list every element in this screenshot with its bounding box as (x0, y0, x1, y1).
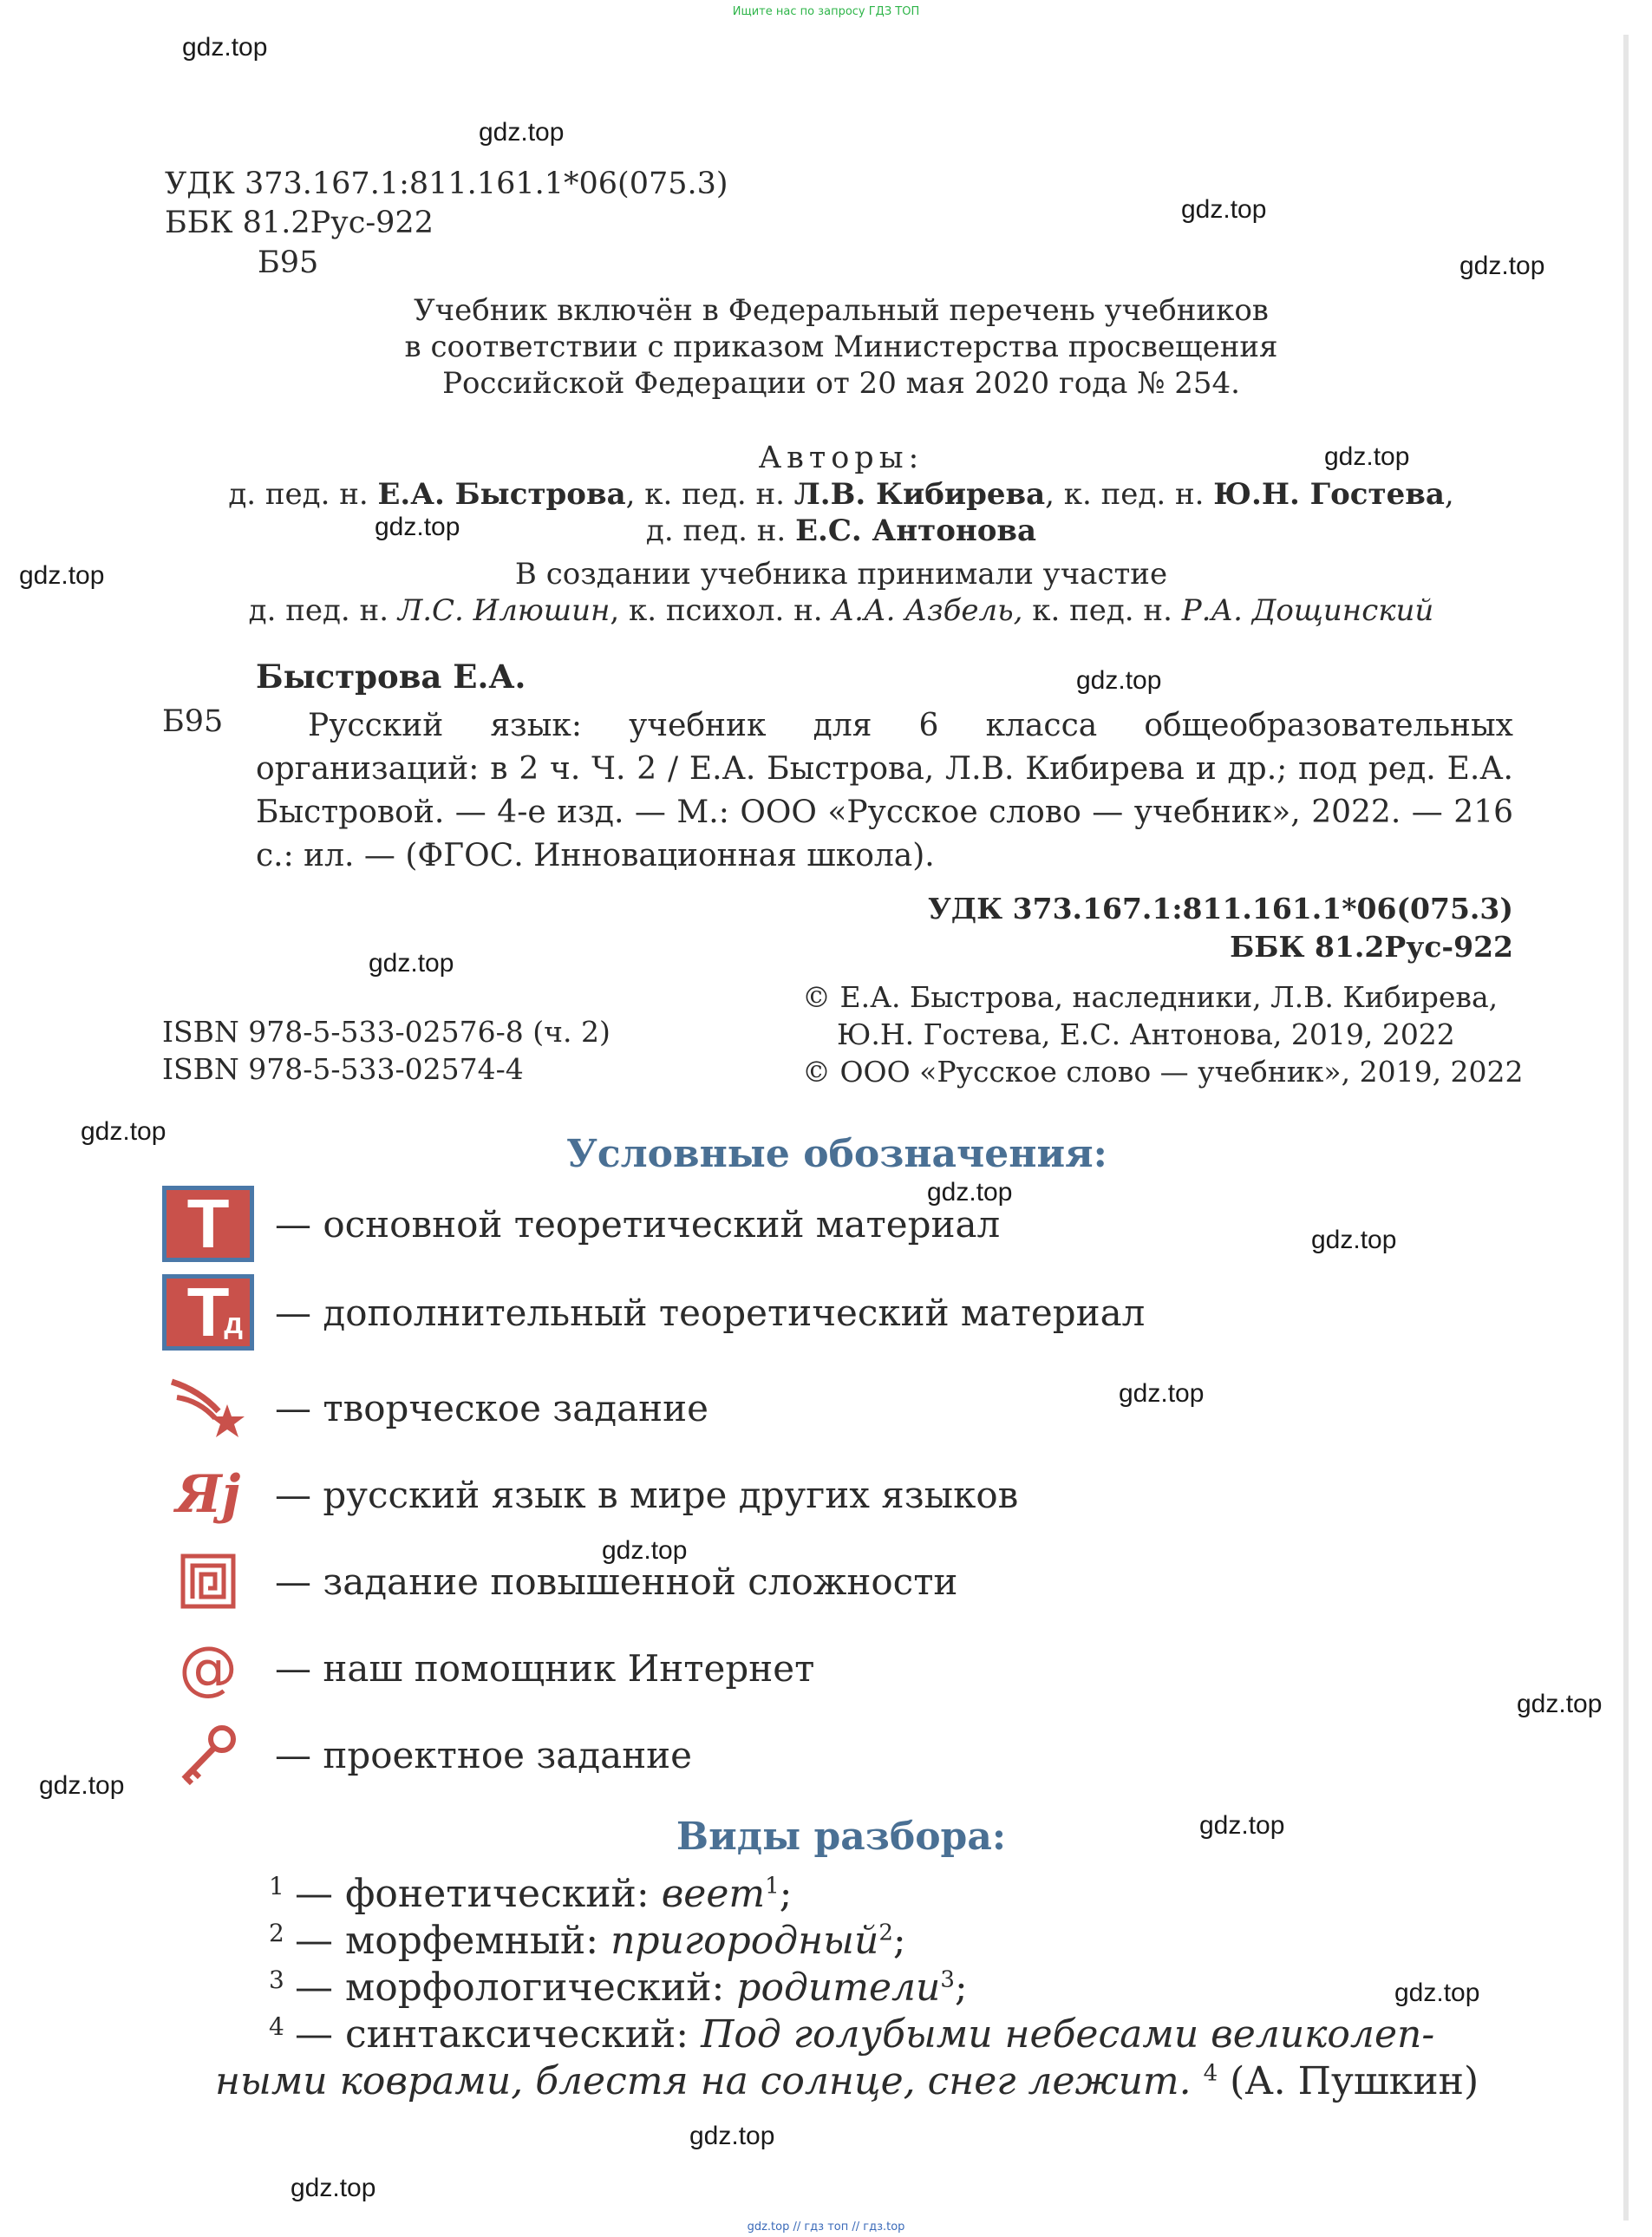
watermark: gdz.top (39, 1771, 125, 1800)
td-square-icon: Т д (162, 1274, 254, 1351)
watermark: gdz.top (479, 118, 565, 147)
watermark: gdz.top (1324, 442, 1410, 471)
legend-text: — задание повышенной сложности (275, 1560, 958, 1603)
participants-line: д. пед. н. Л.С. Илюшин, к. психол. н. А.А. Азбель, к. пед. н. Р.А. Дощинский (248, 593, 1434, 628)
biblio-bbk: ББК 81.2Рус-922 (1230, 930, 1513, 964)
approval-line-2: в соответствии с приказом Министерства просвещения (404, 330, 1278, 364)
isbn-2: ISBN 978-5-533-02574-4 (162, 1052, 524, 1086)
copyright-1: © Е.А. Быстрова, наследники, Л.В. Кибирева, (802, 980, 1499, 1014)
parsing-item: — морфологический: родители$^3$; (295, 1966, 968, 2010)
parsing-number: 4 (269, 2012, 284, 2041)
parsing-item: — фонетический: веет$^1$; (295, 1872, 793, 1916)
copyright-2: Ю.Н. Гостева, Е.С. Антонова, 2019, 2022 (837, 1017, 1455, 1051)
biblio-author: Быстрова Е.А. (256, 657, 526, 696)
legend-text: — творческое задание (275, 1386, 708, 1429)
legend-text: — основной теоретический материал (275, 1202, 1001, 1246)
biblio-text: Русский язык: учебник для 6 класса общеобразовательных организаций: в 2 ч. Ч. 2 / Е.А. Быстрова, Л.В. Кибирева и др.; под ред. Е.А. Быстровой. — 4-е изд. — М.: ООО «Русское слово — учебник», 2022. — 216 с.: ил. — (ФГОС. Инновационная школа). (256, 708, 1513, 873)
key-icon (173, 1720, 243, 1789)
author-name: Е.С. Антонова (795, 513, 1037, 548)
author-code: Б95 (258, 245, 319, 280)
author-name: Ю.Н. Гостева (1213, 477, 1445, 512)
author-name: Е.А. Быстрова (377, 477, 626, 512)
legend-item (152, 1185, 1279, 1263)
watermark: gdz.top (369, 949, 454, 978)
parsing-number: 3 (269, 1966, 284, 1994)
watermark: gdz.top (81, 1117, 167, 1146)
page-edge (1623, 35, 1629, 2221)
ya-j-icon: Яj (175, 1464, 241, 1525)
watermark: gdz.top (1199, 1811, 1285, 1840)
author-name: Л.В. Кибирева (793, 477, 1046, 512)
watermark: gdz.top (1311, 1226, 1397, 1254)
watermark: gdz.top (1517, 1690, 1603, 1718)
parsing-example: веет (661, 1872, 766, 1916)
author-degree: д. пед. н. (645, 513, 796, 548)
watermark: gdz.top (291, 2174, 376, 2202)
legend-item (152, 1542, 1279, 1620)
watermark: gdz.top (1459, 252, 1545, 280)
biblio-udk: УДК 373.167.1:811.161.1*06(075.3) (928, 892, 1513, 926)
spiral-square-icon (180, 1553, 236, 1609)
parsing-example: ными коврами, блестя на солнце, снег лежит. (215, 2059, 1192, 2103)
watermark: gdz.top (927, 1178, 1013, 1207)
legend-title: Условные обозначения: (566, 1132, 1107, 1176)
watermark: gdz.top (1076, 666, 1162, 695)
author-degree: , к. пед. н. (1045, 477, 1214, 512)
parsing-example: Под голубыми небесами великолеп- (701, 2012, 1435, 2057)
legend-item (152, 1273, 1279, 1351)
legend-item (152, 1716, 1279, 1794)
legend-text: — проектное задание (275, 1733, 693, 1776)
biblio-code: Б95 (162, 704, 224, 739)
legend-text: — наш помощник Интернет (275, 1646, 815, 1690)
t-square-icon: Т (162, 1186, 254, 1262)
author-degree: , к. пед. н. (625, 477, 794, 512)
watermark: gdz.top (1181, 195, 1267, 224)
parsing-number: 1 (269, 1872, 284, 1900)
participants-heading: В создании учебника принимали участие (514, 557, 1168, 592)
authors-heading: Авторы: (758, 441, 924, 475)
parsing-item: — синтаксический: Под голубыми небесами великолеп- (295, 2012, 1435, 2057)
approval-line-3: Российской Федерации от 20 мая 2020 года № 254. (442, 366, 1240, 401)
watermark: gdz.top (182, 33, 268, 62)
authors-line-1: д. пед. н. Е.А. Быстрова, к. пед. н. Л.В. Кибирева, к. пед. н. Ю.Н. Гостева, (228, 477, 1454, 512)
legend-text: — дополнительный теоретический материал (275, 1291, 1146, 1334)
watermark: gdz.top (602, 1536, 688, 1565)
at-sign-icon: @ (179, 1633, 238, 1703)
watermark: gdz.top (375, 513, 460, 541)
participant-name: Р.А. Дощинский (1181, 593, 1434, 628)
participant-name: А.А. Азбель, (832, 593, 1023, 628)
participant-name: Л.С. Илюшин (397, 593, 611, 628)
watermark: gdz.top (19, 561, 105, 590)
watermark: gdz.top (1394, 1979, 1480, 2007)
watermark: gdz.top (1119, 1379, 1205, 1408)
parsing-item: — морфемный: пригородный$^2$; (295, 1919, 906, 1963)
bbk-line: ББК 81.2Рус-922 (165, 206, 434, 240)
legend-item (152, 1455, 1279, 1534)
comet-icon (165, 1373, 251, 1442)
legend-item (152, 1629, 1279, 1707)
author-degree: д. пед. н. (228, 477, 378, 512)
approval-line-1: Учебник включён в Федеральный перечень учебников (414, 293, 1269, 328)
udk-line: УДК 373.167.1:811.161.1*06(075.3) (165, 167, 728, 201)
parsing-title: Виды разбора: (676, 1815, 1007, 1859)
legend-text: — русский язык в мире других языков (275, 1473, 1019, 1516)
parsing-number: 2 (269, 1919, 284, 1947)
isbn-1: ISBN 978-5-533-02576-8 (ч. 2) (162, 1015, 611, 1049)
copyright-3: © ООО «Русское слово — учебник», 2019, 2022 (802, 1055, 1524, 1089)
top-note: Ищите нас по запросу ГДЗ ТОП (732, 5, 920, 18)
bottom-note: gdz.top // гдз топ // гдз.top (747, 2221, 905, 2234)
parsing-example: пригородный (611, 1919, 879, 1963)
legend-item (152, 1369, 1279, 1447)
parsing-item-continuation: ными коврами, блестя на солнце, снег лежит. $^4$ (А. Пушкин) (215, 2059, 1479, 2103)
watermark: gdz.top (689, 2122, 775, 2150)
parsing-example: родители (736, 1966, 941, 2010)
